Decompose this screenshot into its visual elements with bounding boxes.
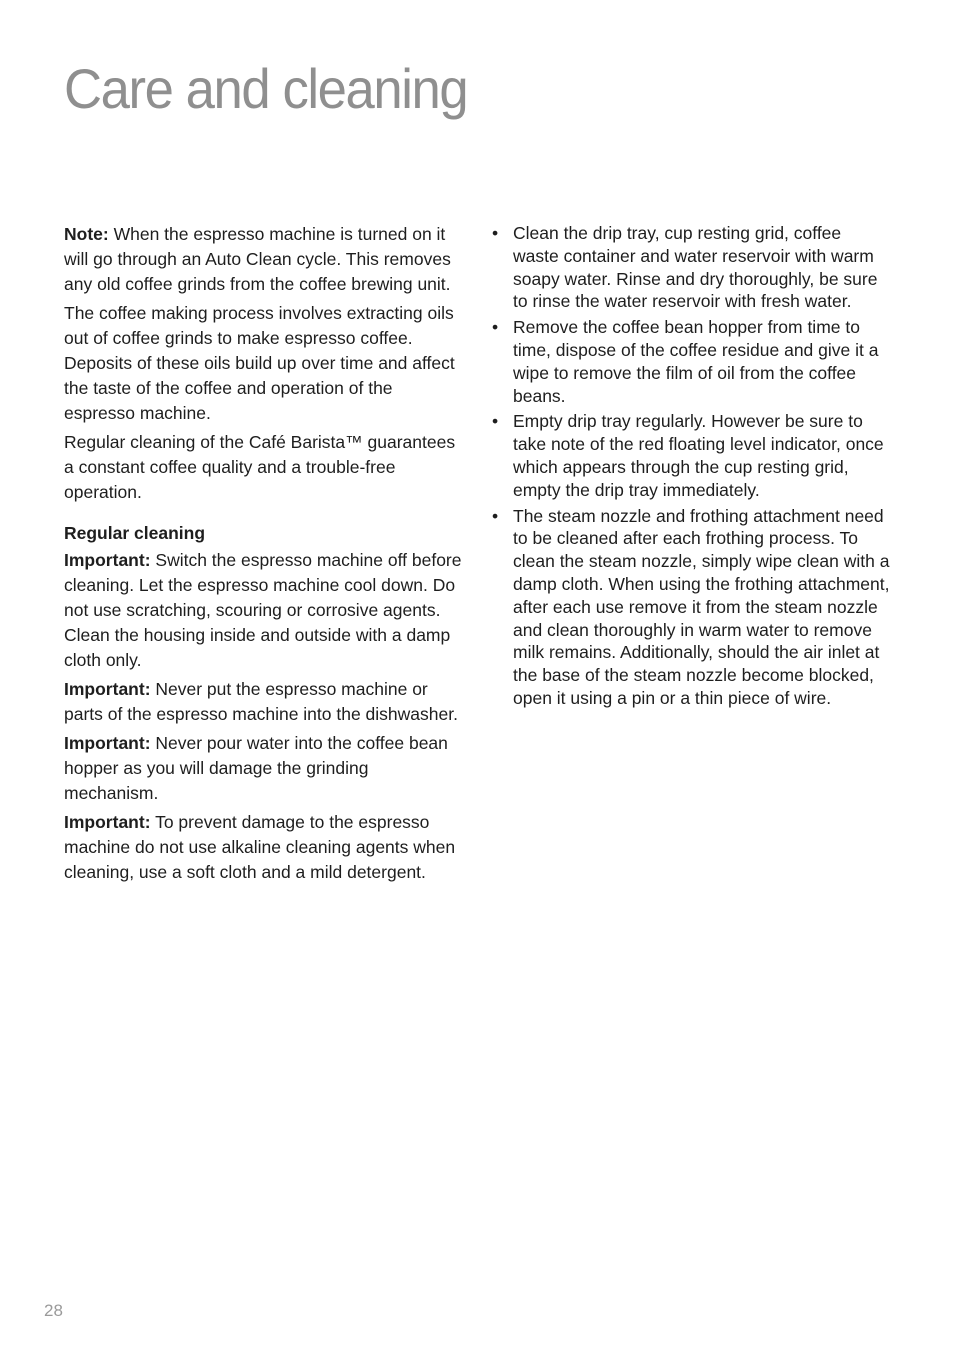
right-column bbox=[492, 222, 890, 713]
important-label: Important: bbox=[64, 550, 151, 570]
important-label: Important: bbox=[64, 733, 151, 753]
list-item bbox=[492, 505, 890, 710]
bullet-text: Empty drip tray regularly. However be sure to take note of the red floating level indicator, once which appears through the cup resting grid, empty the drip tray immediately. bbox=[513, 411, 884, 500]
list-item bbox=[492, 410, 890, 501]
list-item bbox=[492, 222, 890, 313]
important-paragraph bbox=[64, 677, 464, 727]
important-text: To prevent damage to the espresso machine do not use alkaline cleaning agents when cleaning, use a soft cloth and a mild detergent. bbox=[64, 812, 456, 882]
intro-paragraph-2: Regular cleaning of the Café Barista™ guarantees a constant coffee quality and a trouble-free operation. bbox=[64, 432, 456, 502]
regular-cleaning-heading: Regular cleaning bbox=[64, 523, 206, 543]
important-paragraph bbox=[64, 548, 464, 673]
bullet-icon: • bbox=[492, 411, 499, 432]
left-column bbox=[64, 222, 464, 889]
page-title: Care and cleaning bbox=[64, 57, 468, 120]
important-paragraph bbox=[64, 810, 464, 885]
intro-paragraph-1: The coffee making process involves extracting oils out of coffee grinds to make espresso coffee. Deposits of these oils build up over time and affect the taste of the coffee and operation of the espresso machine. bbox=[64, 303, 455, 423]
important-label: Important: bbox=[64, 679, 151, 699]
list-item bbox=[492, 316, 890, 407]
note-label: Note: bbox=[64, 224, 109, 244]
note-text: When the espresso machine is turned on it will go through an Auto Clean cycle. This removes any old coffee grinds from the coffee brewing unit. bbox=[64, 224, 451, 294]
important-text: Never pour water into the coffee bean hopper as you will damage the grinding mechanism. bbox=[64, 733, 448, 803]
important-text: Switch the espresso machine off before cleaning. Let the espresso machine cool down. Do not use scratching, scouring or corrosive agents. Clean the housing inside and outside with a damp cloth only. bbox=[64, 550, 462, 670]
page-number: 28 bbox=[44, 1301, 63, 1320]
important-label: Important: bbox=[64, 812, 151, 832]
bullet-icon: • bbox=[492, 223, 499, 243]
important-text: Never put the espresso machine or parts of the espresso machine into the dishwasher. bbox=[64, 679, 458, 724]
note-paragraph bbox=[64, 222, 464, 297]
bullet-icon: • bbox=[492, 505, 499, 526]
bullet-icon: • bbox=[492, 317, 499, 338]
bullet-text: The steam nozzle and frothing attachment need to be cleaned after each frothing process. To clean the steam nozzle, simply wipe clean with a damp cloth. When using the frothing attachment, after each use remove it from the steam nozzle and clean thoroughly in warm water to remove milk remains. Additionally, should the air inlet at the base of the steam nozzle become blocked, open it using a pin or a thin piece of wire. bbox=[513, 505, 890, 708]
bullet-text: Remove the coffee bean hopper from time to time, dispose of the coffee residue and give it a wipe to remove the film of oil from the coffee beans. bbox=[513, 317, 879, 406]
bullet-text: Clean the drip tray, cup resting grid, coffee waste container and water reservoir with warm soapy water. Rinse and dry thoroughly, be sure to rinse the water reservoir with fresh water. bbox=[513, 223, 878, 312]
cleaning-bullet-list bbox=[492, 222, 890, 710]
important-paragraph bbox=[64, 731, 464, 806]
